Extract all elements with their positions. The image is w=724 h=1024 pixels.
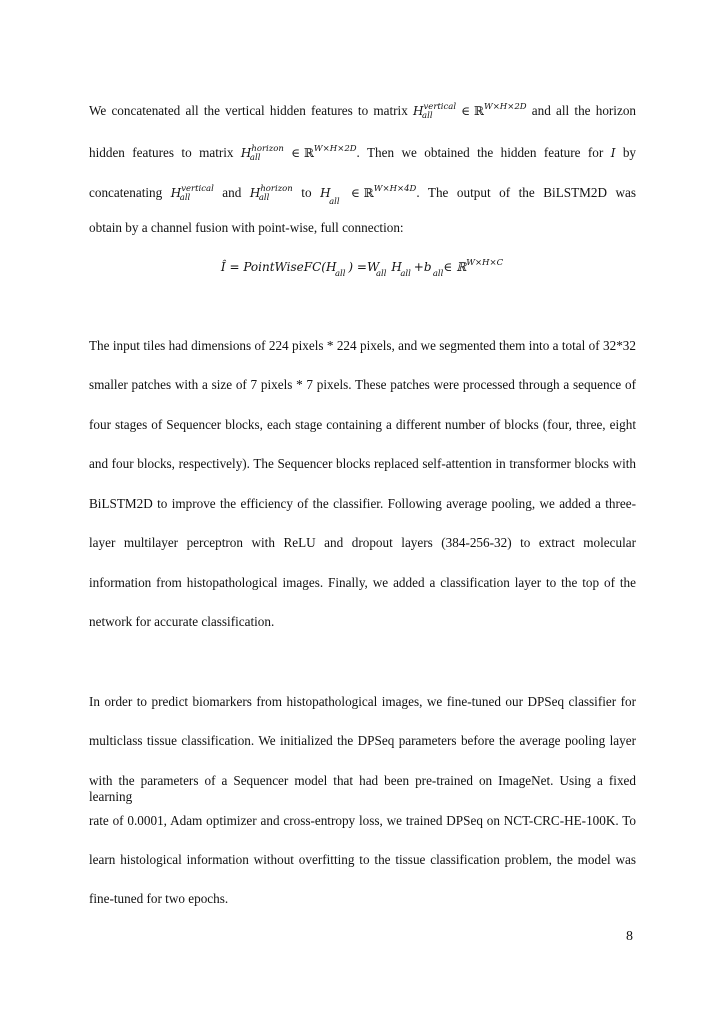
math-base: ∈ ℝ <box>351 186 374 200</box>
text-run: rate of 0.0001, Adam optimizer and cross-entropy loss, we trained DPSeq on NCT-CRC-HE-100K. To <box>89 813 636 828</box>
text-line <box>89 891 636 907</box>
math-subscript: all <box>249 153 261 163</box>
math-term <box>325 260 348 279</box>
math-subscript: all <box>179 193 191 203</box>
math-term <box>171 181 214 201</box>
math-term <box>366 260 391 279</box>
math-subscript: all <box>329 197 340 207</box>
text-run: and all the horizon <box>526 103 637 118</box>
text-line <box>89 496 636 512</box>
math-term <box>241 141 284 161</box>
text-run: layer multilayer perceptron with ReLU and dropout layers (384-256-32) to extract molecular <box>89 535 636 550</box>
text-run: information from histopathological images. Finally, we added a classification layer to the top of the <box>89 575 636 590</box>
math-superscript: horizon <box>251 144 284 154</box>
text-run: and four blocks, respectively). The Sequencer blocks replaced self-attention in transformer blocks with <box>89 456 636 471</box>
math-term <box>413 99 456 119</box>
math-term <box>351 181 416 201</box>
text-run: and <box>213 185 250 200</box>
text-line <box>89 694 636 710</box>
text-line <box>89 377 636 393</box>
text-run: We concatenated all the vertical hidden features to matrix <box>89 103 414 118</box>
math-term <box>461 99 526 119</box>
math-superscript: W×H×2D <box>483 102 527 112</box>
text-run: four stages of Sequencer blocks, each stage containing a different number of blocks (four, three, eight <box>89 417 636 432</box>
math-term <box>348 260 367 274</box>
text-line <box>89 575 636 591</box>
text-run: obtain by a channel fusion with point-wise, full connection: <box>89 220 404 235</box>
text-run: The input tiles had dimensions of 224 pixels * 224 pixels, and we segmented them into a total of 32*32 <box>89 338 636 353</box>
math-base: Î = PointWiseFC( <box>220 260 326 274</box>
math-base: H <box>320 186 331 200</box>
text-run <box>343 185 352 200</box>
text-run: with the parameters of a Sequencer model that had been pre-trained on ImageNet. Using a fixed learning <box>89 773 636 804</box>
math-superscript: W×H×2D <box>313 144 357 154</box>
text-line <box>89 141 637 163</box>
text-run: smaller patches with a size of 7 pixels * 7 pixels. These patches were processed through a sequence of <box>89 377 636 392</box>
text-line <box>89 773 636 804</box>
math-subscript: all <box>432 269 444 279</box>
text-run <box>284 145 291 160</box>
math-subscript: all <box>422 111 433 121</box>
math-base: H <box>391 260 402 274</box>
math-subscript: all <box>375 269 387 279</box>
math-superscript: W×H×4D <box>373 184 417 194</box>
math-subscript: all <box>400 269 411 279</box>
math-base: b <box>423 260 432 274</box>
math-term <box>291 141 356 161</box>
math-term <box>391 260 413 279</box>
math-base: ∈ ℝ <box>291 146 314 160</box>
math-base: H <box>249 186 261 200</box>
text-line <box>89 99 637 121</box>
math-base: H <box>240 146 252 160</box>
math-term <box>414 260 424 274</box>
text-run: network for accurate classification. <box>89 614 275 629</box>
text-line <box>89 456 636 472</box>
text-run: concatenating <box>89 185 171 200</box>
text-run: to <box>292 185 321 200</box>
math-term <box>423 260 444 279</box>
math-term <box>250 181 293 201</box>
text-run: In order to predict biomarkers from histopathological images, we fine-tuned our DPSeq classifier for <box>89 694 636 709</box>
text-line <box>89 181 637 207</box>
math-base: ) = <box>348 260 367 274</box>
text-line <box>89 733 636 749</box>
math-base: + <box>413 260 424 274</box>
math-subscript: all <box>334 269 346 279</box>
text-line <box>89 417 636 433</box>
text-line <box>89 614 636 630</box>
math-base: ∈ ℝ <box>461 104 484 118</box>
text-run: hidden features to matrix <box>89 145 241 160</box>
math-superscript: vertical <box>181 184 214 194</box>
text-run: by <box>615 145 637 160</box>
math-base: I <box>610 146 616 160</box>
math-base: H <box>170 186 182 200</box>
math-term <box>221 260 326 274</box>
text-run: . Then we obtained the hidden feature for <box>356 145 611 160</box>
math-superscript: vertical <box>423 102 457 112</box>
text-line <box>89 338 636 354</box>
text-line <box>89 220 636 236</box>
text-line <box>89 813 636 829</box>
math-term <box>611 145 616 161</box>
text-run: fine-tuned for two epochs. <box>89 891 229 906</box>
math-base: H <box>325 260 337 274</box>
text-run: BiLSTM2D to improve the efficiency of the classifier. Following average pooling, we added a three- <box>89 496 636 511</box>
equation-pointwise-fc <box>0 258 724 279</box>
text-line <box>89 852 636 868</box>
math-subscript: all <box>258 193 270 203</box>
page-number: 8 <box>626 929 633 944</box>
math-superscript: horizon <box>260 184 293 194</box>
math-superscript: W×H×C <box>466 258 504 268</box>
text-run: . The output of the BiLSTM2D was <box>416 185 637 200</box>
math-base: ∈ ℝ <box>443 260 467 274</box>
text-run: learn histological information without overfitting to the tissue classification problem, the model was <box>89 852 636 867</box>
math-base: W <box>366 260 380 274</box>
text-line <box>89 535 636 551</box>
text-run: multiclass tissue classification. We initialized the DPSeq parameters before the average pooling layer <box>89 733 636 748</box>
math-term <box>320 185 342 207</box>
math-term <box>444 258 504 274</box>
math-base: H <box>413 104 424 118</box>
